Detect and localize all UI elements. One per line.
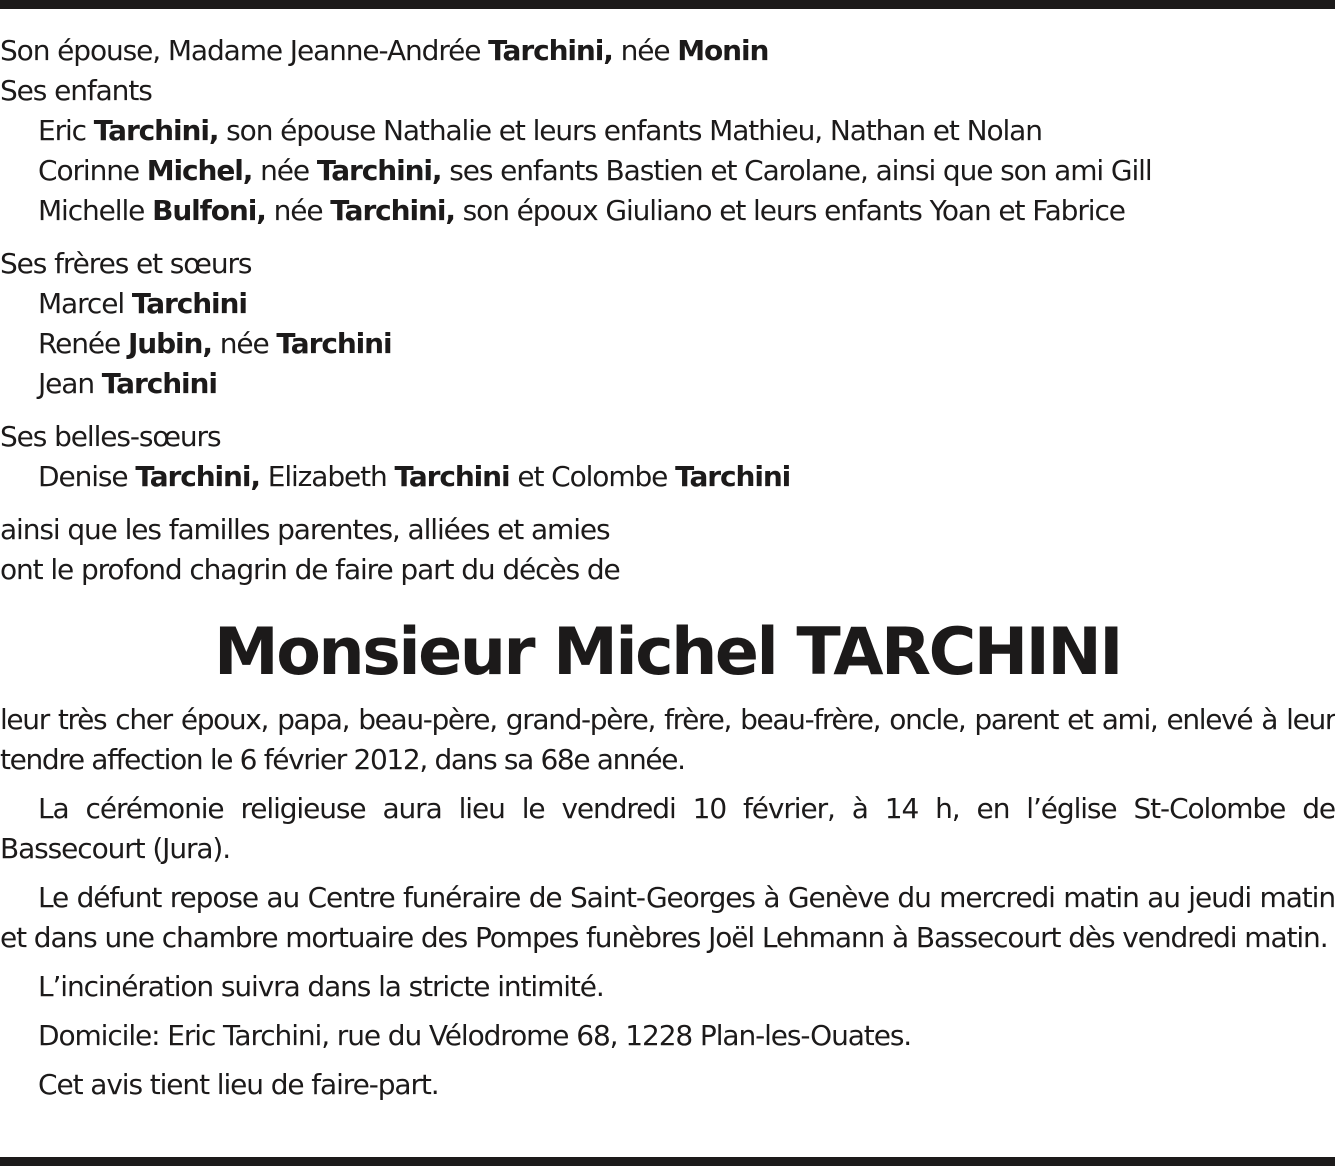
sisters-in-law-line <box>0 457 1335 497</box>
obituary-notice <box>0 31 1335 1105</box>
child-details: son épouse Nathalie et leurs enfants Mathieu, Nathan et Nolan <box>218 114 1042 147</box>
child-first-name: Corinne <box>38 154 147 187</box>
sibling-first-name: Jean <box>38 367 102 400</box>
sibling-first-name: Marcel <box>38 287 132 320</box>
closing-line-families: ainsi que les familles parentes, alliées et amies <box>0 513 610 546</box>
sister-in-law-surname: Tarchini <box>394 460 510 493</box>
sibling-surname: Tarchini <box>131 287 247 320</box>
sibling-surname: Tarchini <box>101 367 217 400</box>
siblings-heading: Ses frères et sœurs <box>0 247 252 280</box>
sibling-line <box>0 364 1335 404</box>
sibling-line <box>0 324 1335 364</box>
bottom-rule <box>0 1157 1335 1166</box>
domicile-paragraph: Domicile: Eric Tarchini, rue du Vélodrome 68, 1228 Plan-les-Ouates. <box>38 1019 912 1052</box>
child-maiden-name: Tarchini, <box>316 154 442 187</box>
wife-nee: née <box>612 34 678 67</box>
child-surname: Bulfoni, <box>152 194 266 227</box>
child-line <box>0 111 1335 151</box>
child-maiden-name: Tarchini, <box>330 194 455 227</box>
sibling-line <box>0 284 1335 324</box>
child-details: ses enfants Bastien et Carolane, ainsi que son ami Gill <box>441 154 1152 187</box>
deceased-description: leur très cher époux, papa, beau-père, grand-père, frère, beau-frère, oncle, parent et ami, enlevé à leur tendre affection le 6 février 2012, dans sa 68e année. <box>0 703 1335 776</box>
sister-in-law-first-name: Elizabeth <box>259 460 395 493</box>
child-line <box>0 191 1335 231</box>
sister-in-law-first-name: Denise <box>38 460 136 493</box>
children-heading: Ses enfants <box>0 74 152 107</box>
sibling-nee: née <box>211 327 277 360</box>
child-nee: née <box>252 154 317 187</box>
sister-in-law-first-name: et Colombe <box>509 460 676 493</box>
sister-in-law-surname: Tarchini, <box>135 460 260 493</box>
wife-line <box>0 31 1335 71</box>
sisters-in-law-heading: Ses belles-sœurs <box>0 420 221 453</box>
sibling-surname: Jubin, <box>127 327 212 360</box>
sibling-first-name: Renée <box>38 327 128 360</box>
ceremony-paragraph: La cérémonie religieuse aura lieu le vendredi 10 février, à 14 h, en l’église St-Colombe de Bassecourt (Jura). <box>0 792 1335 865</box>
closing-line-announcement: ont le profond chagrin de faire part du décès de <box>0 553 620 586</box>
child-surname: Michel, <box>146 154 253 187</box>
child-surname: Tarchini, <box>93 114 219 147</box>
wife-surname: Tarchini, <box>488 34 613 67</box>
viewing-paragraph: Le défunt repose au Centre funéraire de Saint-Georges à Genève du mercredi matin au jeudi matin et dans une chambre mortuaire des Pompes funèbres Joël Lehmann à Bassecourt dès vendredi matin. <box>0 881 1335 954</box>
notice-paragraph: Cet avis tient lieu de faire-part. <box>38 1068 439 1101</box>
cremation-paragraph: L’incinération suivra dans la stricte intimité. <box>38 970 604 1003</box>
wife-prefix: Son épouse, Madame Jeanne-Andrée <box>0 34 489 67</box>
child-first-name: Eric <box>38 114 94 147</box>
child-first-name: Michelle <box>38 194 153 227</box>
child-line <box>0 151 1335 191</box>
sister-in-law-surname: Tarchini <box>675 460 791 493</box>
child-details: son époux Giuliano et leurs enfants Yoan et Fabrice <box>454 194 1125 227</box>
deceased-name: Monsieur Michel TARCHINI <box>214 615 1121 690</box>
top-rule <box>0 0 1335 9</box>
sibling-maiden-name: Tarchini <box>276 327 392 360</box>
child-nee: née <box>265 194 331 227</box>
wife-maiden-name: Monin <box>677 34 769 67</box>
